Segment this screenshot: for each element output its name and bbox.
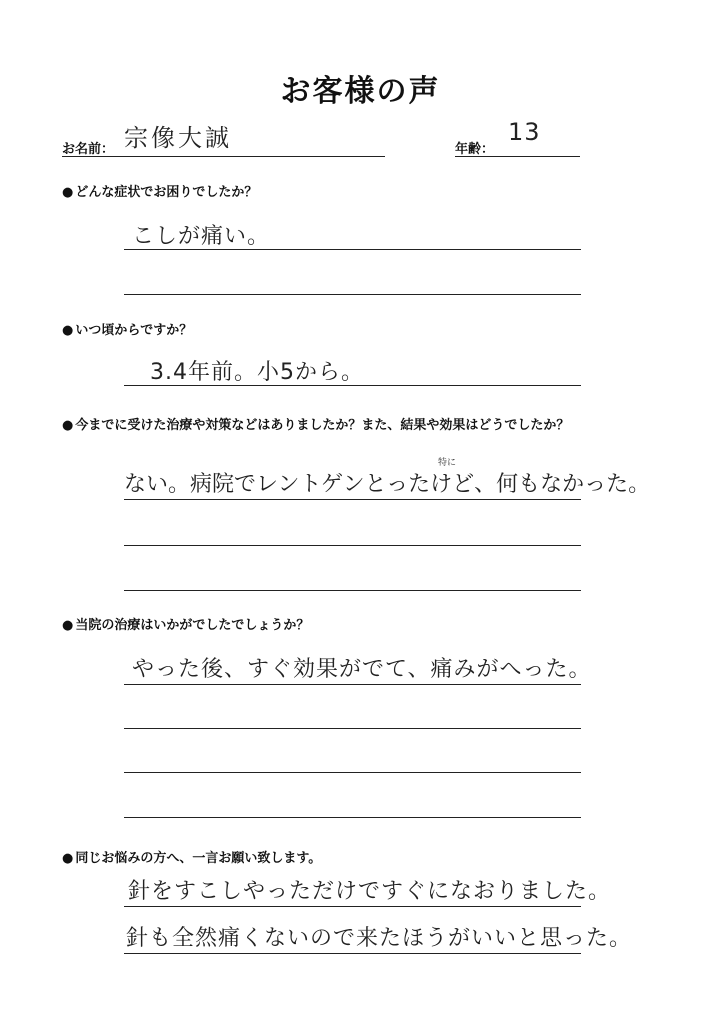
age-line xyxy=(455,156,580,157)
answer-message-line-1: 針をすこしやっただけですぐになおりました。 xyxy=(128,879,612,904)
age-label: 年齢： xyxy=(455,142,495,157)
answer-line xyxy=(124,817,581,818)
answer-line xyxy=(124,499,581,500)
bullet-icon: ● xyxy=(62,323,74,338)
answer-line xyxy=(124,545,581,546)
answer-line xyxy=(124,728,581,729)
answer-message-line-2: 針も全然痛くないので来たほうがいいと思った。 xyxy=(126,926,633,951)
question-since-when xyxy=(62,319,192,338)
question-symptom xyxy=(62,181,257,200)
question-text: いつ頃からですか？ xyxy=(75,323,193,338)
name-label: お名前： xyxy=(62,142,115,157)
name-line xyxy=(62,156,385,157)
answer-line xyxy=(124,906,581,907)
question-our-treatment xyxy=(62,614,309,633)
bullet-icon: ● xyxy=(62,618,74,633)
question-text: 今までに受けた治療や対策などはありましたか？また、結果や効果はどうでしたか？ xyxy=(75,418,570,433)
question-text: 当院の治療はいかがでしたでしょうか？ xyxy=(75,618,310,633)
answer-line xyxy=(124,772,581,773)
age-value: 13 xyxy=(508,118,541,146)
bullet-icon: ● xyxy=(62,418,74,433)
page-title: お客様の声 xyxy=(280,74,441,109)
answer-line xyxy=(124,294,581,295)
question-text: どんな症状でお困りでしたか？ xyxy=(75,185,258,200)
answer-since-when: 3.4年前。小5から。 xyxy=(150,360,364,385)
question-message xyxy=(62,847,321,866)
bullet-icon: ● xyxy=(62,185,74,200)
question-past-treatment xyxy=(62,414,569,433)
handwritten-annotation: 特に xyxy=(438,458,457,468)
answer-past-treatment: ない。病院でレントゲンとったけど、何もなかった。 xyxy=(124,472,651,497)
answer-line xyxy=(124,249,581,250)
answer-line xyxy=(124,590,581,591)
name-value: 宗像大誠 xyxy=(124,124,232,152)
question-text: 同じお悩みの方へ、一言お願い致します。 xyxy=(75,851,322,866)
answer-line xyxy=(124,385,581,386)
answer-our-treatment: やった後、すぐ効果がでて、痛みがへった。 xyxy=(132,657,592,682)
answer-line xyxy=(124,684,581,685)
answer-line xyxy=(124,953,581,954)
answer-symptom: こしが痛い。 xyxy=(132,224,271,249)
bullet-icon: ● xyxy=(62,851,74,866)
